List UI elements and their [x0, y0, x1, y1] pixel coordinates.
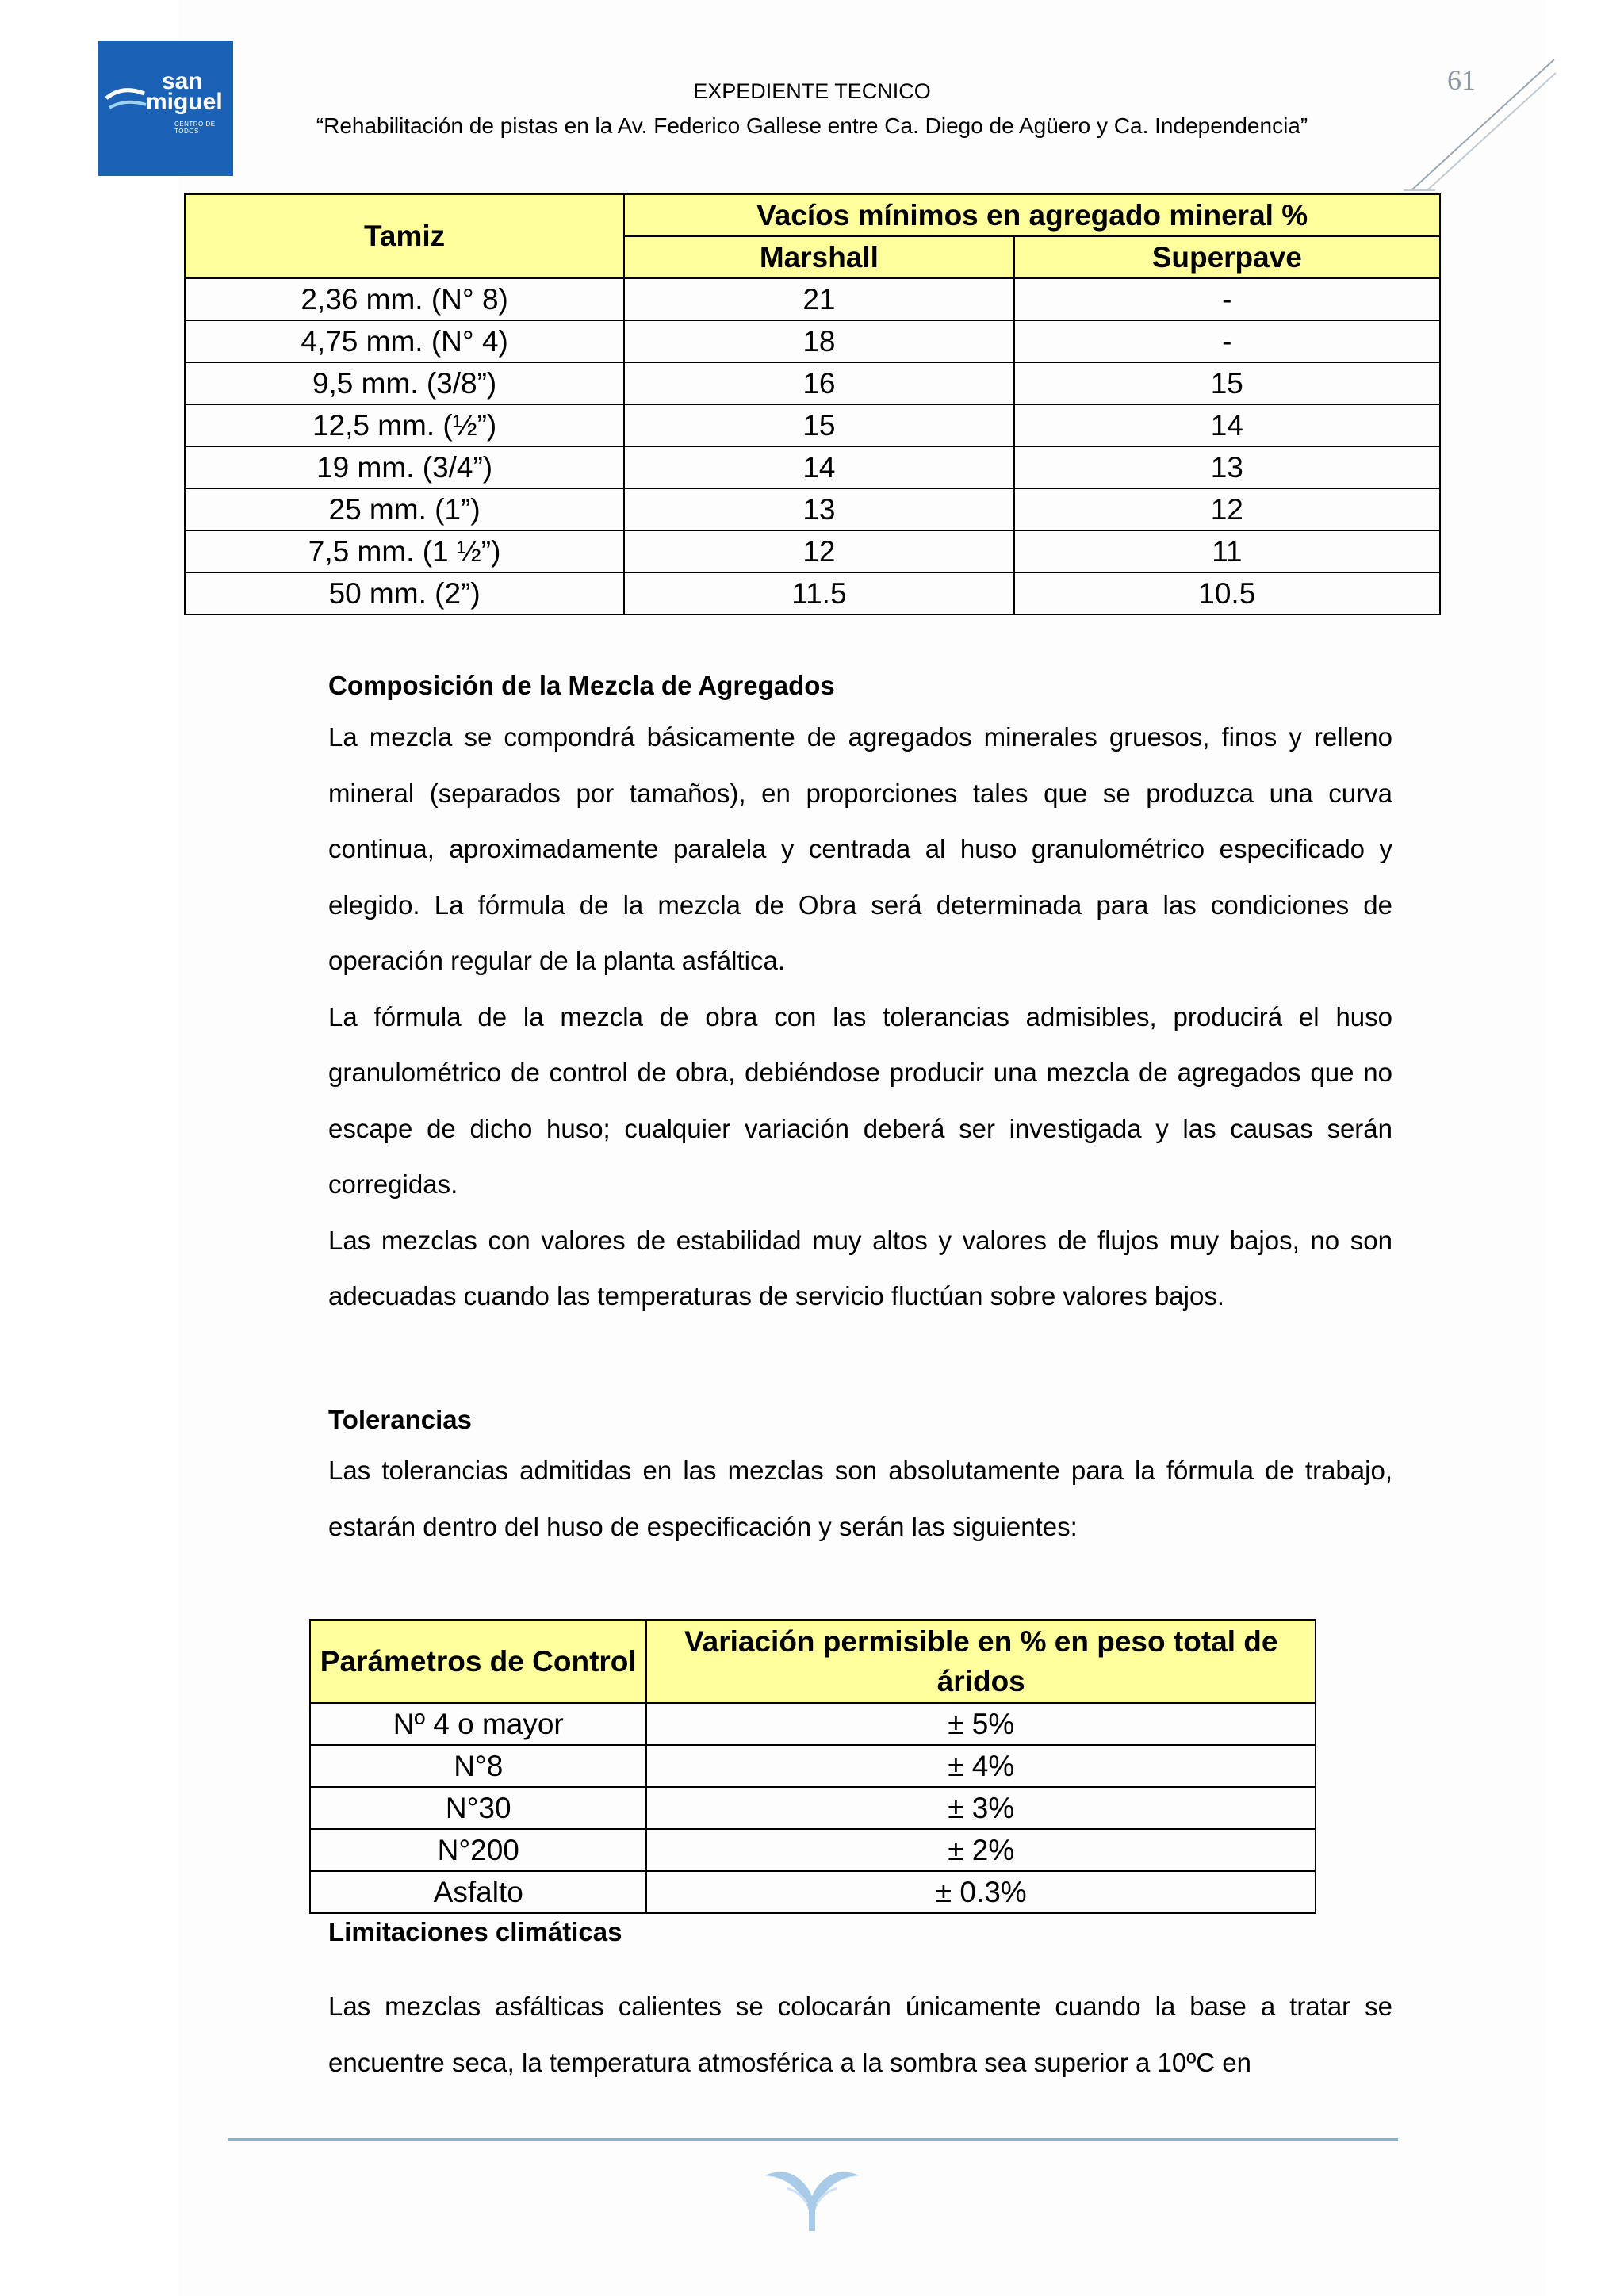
cell-variacion: ± 3%: [646, 1787, 1316, 1829]
cell-parametro: N°30: [310, 1787, 646, 1829]
cell-tamiz: 19 mm. (3/4”): [185, 446, 624, 488]
table-row: [310, 1703, 1316, 1745]
table-row: [185, 278, 1440, 320]
cell-marshall: 15: [624, 404, 1013, 446]
cell-tamiz: 9,5 mm. (3/8”): [185, 362, 624, 404]
cell-marshall: 14: [624, 446, 1013, 488]
table-row: [185, 446, 1440, 488]
bird-emblem-icon: [763, 2164, 861, 2236]
table-row: [185, 404, 1440, 446]
cell-parametro: N°200: [310, 1829, 646, 1871]
paragraph: La fórmula de la mezcla de obra con las tolerancias admisibles, producirá el huso granulométrico de control de obra, debiéndose producir una mezcla de agregados que no escape de dicho huso; cualquier variación deberá ser investigada y las causas serán corregidas.: [328, 1001, 1392, 1199]
cell-parametro: N°8: [310, 1745, 646, 1787]
table-row: [185, 320, 1440, 362]
section-body-composicion: [328, 710, 1392, 1325]
cell-marshall: 12: [624, 530, 1013, 572]
table-row: [185, 488, 1440, 530]
tolerancias-table: [309, 1619, 1316, 1914]
paragraph: Las mezclas asfálticas calientes se colocarán únicamente cuando la base a tratar se encuentre seca, la temperatura atmosférica a la sombra sea superior a 10ºC en: [328, 1992, 1392, 2077]
cell-marshall: 18: [624, 320, 1013, 362]
cell-marshall: 13: [624, 488, 1013, 530]
corner-decoration: [1404, 55, 1562, 198]
table-row: [185, 572, 1440, 614]
section-heading-tolerancias: Tolerancias: [328, 1405, 472, 1434]
cell-tamiz: 2,36 mm. (N° 8): [185, 278, 624, 320]
cell-superpave: 13: [1014, 446, 1440, 488]
table-row: [310, 1871, 1316, 1913]
cell-parametro: Asfalto: [310, 1871, 646, 1913]
table-row: [185, 530, 1440, 572]
cell-superpave: 12: [1014, 488, 1440, 530]
cell-variacion: ± 4%: [646, 1745, 1316, 1787]
table-row: [185, 362, 1440, 404]
section-heading-limitaciones: Limitaciones climáticas: [328, 1917, 622, 1946]
logo-text-san: san: [162, 68, 203, 94]
cell-superpave: 11: [1014, 530, 1440, 572]
cell-marshall: 11.5: [624, 572, 1013, 614]
page-number: 61: [1447, 64, 1476, 96]
cell-superpave: 10.5: [1014, 572, 1440, 614]
vacios-minimos-table: [184, 193, 1441, 615]
col-header-vacios: Vacíos mínimos en agregado mineral %: [624, 194, 1440, 236]
cell-tamiz: 25 mm. (1”): [185, 488, 624, 530]
cell-superpave: -: [1014, 320, 1440, 362]
col-header-marshall: Marshall: [624, 236, 1013, 278]
cell-tamiz: 50 mm. (2”): [185, 572, 624, 614]
logo-text-tagline: CENTRO DE TODOS: [174, 121, 216, 135]
table-row: [310, 1829, 1316, 1871]
cell-parametro: Nº 4 o mayor: [310, 1703, 646, 1745]
col-header-parametros: Parámetros de Control: [310, 1620, 646, 1703]
section-body-tolerancias: [328, 1443, 1392, 1555]
paragraph: La mezcla se compondrá básicamente de agregados minerales gruesos, finos y relleno mineral (separados por tamaños), en proporciones tales que se produzca una curva continua, aproximadamente paralela y centrada al huso granulométrico especificado y elegido. La fórmula de la mezcla de Obra será determinada para las condiciones de operación regular de la planta asfáltica.: [328, 722, 1392, 975]
cell-superpave: 14: [1014, 404, 1440, 446]
table-row: [310, 1745, 1316, 1787]
section-body-limitaciones: [328, 1979, 1392, 2091]
cell-variacion: ± 0.3%: [646, 1871, 1316, 1913]
cell-superpave: -: [1014, 278, 1440, 320]
col-header-superpave: Superpave: [1014, 236, 1440, 278]
cell-tamiz: 12,5 mm. (½”): [185, 404, 624, 446]
paragraph: Las tolerancias admitidas en las mezclas son absolutamente para la fórmula de trabajo, estarán dentro del huso de especificación y serán las siguientes:: [328, 1456, 1392, 1541]
section-heading-composicion: Composición de la Mezcla de Agregados: [328, 671, 835, 700]
document-subtitle: “Rehabilitación de pistas en la Av. Federico Gallese entre Ca. Diego de Agüero y Ca. Independencia”: [316, 113, 1308, 138]
cell-variacion: ± 2%: [646, 1829, 1316, 1871]
cell-tamiz: 4,75 mm. (N° 4): [185, 320, 624, 362]
table-row: [310, 1787, 1316, 1829]
cell-variacion: ± 5%: [646, 1703, 1316, 1745]
logo-text-miguel: miguel: [146, 89, 223, 115]
col-header-tamiz: Tamiz: [185, 194, 624, 278]
san-miguel-logo: [98, 41, 233, 176]
cell-marshall: 21: [624, 278, 1013, 320]
cell-tamiz: 7,5 mm. (1 ½”): [185, 530, 624, 572]
cell-marshall: 16: [624, 362, 1013, 404]
paragraph: Las mezclas con valores de estabilidad muy altos y valores de flujos muy bajos, no son adecuadas cuando las temperaturas de servicio fluctúan sobre valores bajos.: [328, 1225, 1392, 1311]
col-header-variacion: Variación permisible en % en peso total de áridos: [646, 1620, 1316, 1703]
footer-divider: [228, 2138, 1398, 2141]
cell-superpave: 15: [1014, 362, 1440, 404]
document-title: EXPEDIENTE TECNICO: [693, 79, 931, 103]
